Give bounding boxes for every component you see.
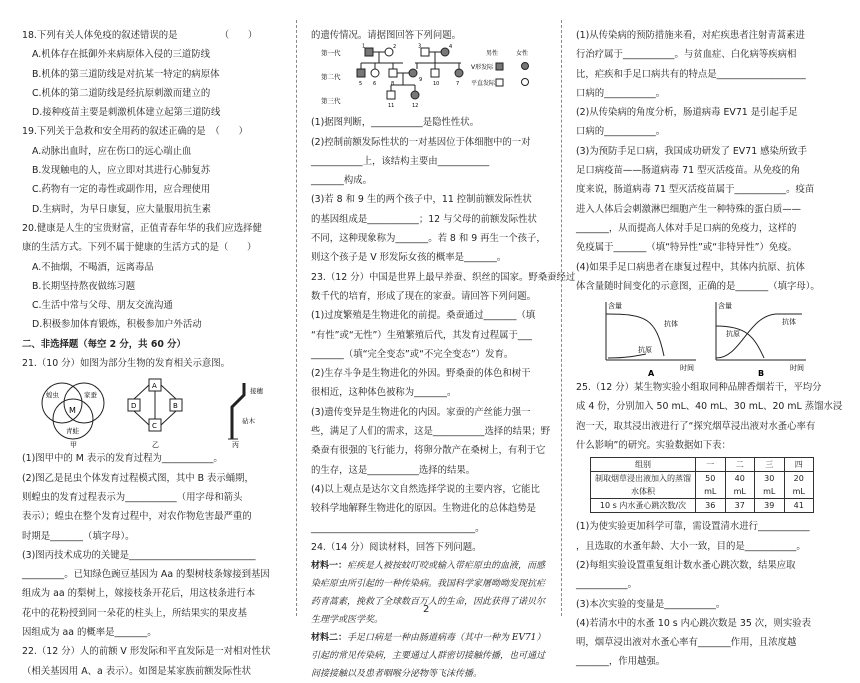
text-line: 比，疟疾和手足口病共有的特点是___________________ [576,68,806,80]
legend-male: 男性 [486,50,499,58]
table-cell: 40 mL [725,472,755,499]
text-line: D.积极参加体育锻炼，积极参加户外活动 [32,319,202,331]
pedigree-num: 1 [362,43,366,50]
text-line: (1)为使实验更加科学可靠，需设置清水进行___________ [576,521,810,533]
text-line: 数千代的培育，形成了现在的家蚕。请回答下列问题。 [311,290,537,302]
node-d: D [131,402,137,411]
graph-a-label: A [648,369,655,379]
column-divider [561,20,562,616]
text-line: 些，满足了人们的需求，这是___________选择的结果；野 [311,426,551,438]
text-line: “有性”或“无性”）生殖繁殖后代，其发育过程属于___ [311,329,532,341]
table-cell: 一 [696,458,726,472]
text-line: 则蝗虫的发育过程表示为___________（用字母和箭头 [22,491,243,503]
material-one-text: 疟疾是人被按蚊叮咬或输入带疟原虫的血液，而感染疟原虫所引起的一种传染病。我国科学家屠呦呦发现抗疟药青蒿素，挽救了全球数百万人的生命，因此获得了诺贝尔生理学或医学奖。 [311,561,546,626]
text-line: 足口病疫苗——肠道病毒 71 型灭活疫苗。从免疫的角 [576,165,801,177]
text-line: 口病的___________。 [576,126,666,138]
text-line: 度来说，肠道病毒 71 型灭活疫苗属于___________。疫苗 [576,184,815,196]
text-line: (2)图乙是昆虫个体发育过程模式图，其中 B 表示蛹期， [22,472,254,484]
legend-straight: 平直发际 [471,80,496,88]
text-line: 19.下列关于急救和安全用药的叙述正确的是 （ ） [22,126,248,138]
table-cell: 30 mL [755,472,785,499]
experiment-table-wrap [576,457,814,513]
text-line: (2)生存斗争是生物进化的外因。野桑蚕的体色和树干 [311,368,531,380]
table-row [591,458,814,472]
node-b: B [173,402,178,411]
text-line: (2)从传染病的角度分析，肠道病毒 EV71 是引起手足 [576,107,798,119]
text-line: (1)图甲中的 M 表示的发育过程为___________。 [22,453,223,465]
text-line: (2)控制前额发际性状的一对基因位于体细胞中的一对 [311,136,531,148]
column-right [576,26,843,672]
text-line: 明，烟草浸出液对水蚤心率有_______作用，且浓度越 [576,637,797,649]
generation-2: 第二代 [321,73,341,82]
text-line: 二、非选择题（每空 2 分，共 60 分） [22,338,186,350]
text-line: 行治疗属于___________。与贫血症、白化病等疾病相 [576,49,797,61]
text-line: 体含量随时间变化的示意图，正确的是_______（填字母）。 [576,280,820,292]
graph-b [716,301,806,378]
table-cell: 37 [725,499,755,513]
material-two-label: 材料二： [311,633,348,644]
text-line: A.机体存在抵御外来病原体入侵的三道防线 [32,49,210,61]
text-line: _________。已知绿色豌豆基因为 Aa 的梨树枝条嫁接到基因 [22,569,270,581]
table-cell: 39 [755,499,785,513]
text-line: 进入人体后会刺激淋巴细胞产生一种特殊的蛋白质—— [576,203,802,215]
text-line: _______，作用越强。 [576,656,666,668]
generation-1: 第一代 [321,49,341,58]
graph-b-label: B [758,369,765,379]
text-line: C.药物有一定的毒性或副作用，应合理使用 [32,184,211,196]
table-cell: 50 mL [696,472,726,499]
text-line: (1)过度繁殖是生物进化的前提。桑蚕通过_______（填 [311,310,536,322]
text-line: C.生活中常与父母、朋友交流沟通 [32,300,173,312]
pedigree-num: 11 [388,103,395,110]
text-line: (3)若 8 和 9 生的两个孩子中，11 控制前额发际性状 [311,194,532,206]
column-middle [311,26,576,683]
text-line: 因组成为 aa 的概率是_______。 [22,627,157,639]
table-row [591,499,814,513]
text-line: (4)以上观点是达尔文自然选择学说的主要内容，它能比 [311,483,540,495]
text-line: 什么影响”的研究。实验数据如下表： [576,440,731,452]
legend-v-shape: V形发际 [471,64,494,72]
label-rootstock: 砧木 [242,417,255,426]
text-line: 时期是_______（填字母）。 [22,530,135,542]
text-line: _______构成。 [311,175,372,187]
text-line: 不同，这种现象称为_______。若 8 和 9 再生一个孩子， [311,233,546,245]
legend-female: 女性 [516,50,529,58]
text-line: 桑蚕有很强的飞行能力，将卵分散产在桑树上，有利于它 [311,445,546,457]
label-scion: 接穗 [250,387,263,396]
text-line: ___________上，该结构主要由___________ [311,155,490,167]
generation-3: 第三代 [321,97,341,106]
table-cell: 制取烟草浸出液加入的蒸馏水体积 [591,472,696,499]
graph-b-xlabel: 时间 [790,364,804,373]
node-c: C [152,422,157,431]
table-cell: 20 mL [784,472,814,499]
text-line: 组成为 aa 的梨树上，嫁接枝条开花后，用这枝条进行本 [22,588,256,600]
antigen-antibody-figure [576,296,814,378]
text-line: (3)遗传变异是生物进化的内因。家蚕的产丝能力强一 [311,406,531,418]
text-line: 的生存，这是___________选择的结果。 [311,464,476,476]
text-line: _______，从而提高人体对手足口病的免疫力，这样的 [576,222,797,234]
material-two [311,629,549,683]
text-line: A.动脉出血时，应在伤口的远心端止血 [32,145,192,157]
graph-a-antibody: 抗体 [664,320,678,329]
table-row [591,472,814,499]
table-cell: 组别 [591,458,696,472]
table-cell: 四 [784,458,814,472]
pedigree-num: 8 [391,81,395,88]
text-line: (4)若清水中的水蚤 10 s 内心跳次数是 35 次，则实验表 [576,617,812,629]
text-line: D.接种疫苗主要是刺激机体建立起第三道防线 [32,107,221,119]
caption-bing: 丙 [232,441,239,450]
graph-a [606,301,696,378]
grafting-diagram [228,383,264,449]
text-line: D.生病时，为早日康复，应大量服用抗生素 [32,203,211,215]
text-line: 免疫属于_______（填“特异性”或“非特异性”）免疫。 [576,242,797,254]
pedigree-num: 5 [359,81,363,88]
text-line: (1)从传染病的预防措施来看，对疟疾患者注射青蒿素进 [576,30,805,41]
node-a: A [152,382,157,391]
text-line: ___________。 [576,579,637,591]
column-divider [296,20,297,616]
table-cell: 36 [696,499,726,513]
venn-label-locust: 蝗虫 [46,391,59,400]
development-figure [22,373,284,449]
material-two-text: 手足口病是一种由肠道病毒（其中一种为 EV71）引起的常见传染病，主要通过人群密切接触传播，也可通过间接接触以及患者咽喉分泌物等飞沫传播。 [311,633,546,680]
text-line: 很相近，这种体色被称为_______。 [311,387,457,399]
text-line: ，且选取的水蚤年龄、大小一致，目的是___________。 [576,540,806,552]
text-line: 22.（12 分）人的前额 V 形发际和平直发际是一对相对性状 [22,646,271,658]
text-line: 的遗传情况。请据图回答下列问题。 [311,30,462,41]
text-line: 泡一天，取其浸出液进行了“探究烟草浸出液对水蚤心率有 [576,420,816,432]
text-line: 则这个孩子是 V 形发际女孩的概率是_______。 [311,252,507,264]
text-line: 24.（14 分）阅读材料，回答下列问题。 [311,541,482,553]
graph-a-ylabel: 含量 [608,302,622,311]
venn-diagram [42,383,104,449]
pedigree-num: 6 [373,81,377,88]
text-line: (3)图丙技术成功的关键是___________________________ [22,549,256,561]
text-line: 较科学地解释生物进化的原因。生物进化的总体趋势是 [311,503,537,515]
venn-label-frog: 青蛙 [66,427,79,436]
text-line: 23.（12 分）中国是世界上最早养蚕、织丝的国家。野桑蚕经过 [311,271,576,283]
pedigree-num: 7 [456,81,460,88]
text-line: 成 4 份，分别加入 50 mL、40 mL、30 mL、20 mL 蒸馏水浸 [576,401,843,413]
text-line: 口病的___________。 [576,87,666,99]
experiment-table [590,457,814,513]
pedigree-num: 4 [449,44,453,51]
text-line: (4)如果手足口病患者在康复过程中，其体内抗原、抗体 [576,261,805,273]
text-line: (1)据图判断，___________是隐性性状。 [311,117,479,129]
graph-b-antigen: 抗原 [726,330,740,339]
graph-a-antigen: 抗原 [638,346,652,355]
text-line: 18.下列有关人体免疫的叙述错误的是 （ ） [22,30,258,41]
text-line: 的基因组成是___________；12 与父母的前额发际性状 [311,213,537,225]
venn-label-m: M [69,406,76,416]
text-line: (3)本次实验的变量是___________。 [576,598,726,610]
caption-jia: 甲 [70,441,77,450]
pedigree-figure [311,45,549,113]
text-line: 20.健康是人生的宝贵财富，正值青春年华的我们应选择健 [22,222,262,234]
page-number: 2 [423,604,430,615]
table-cell: 10 s 内水蚤心跳次数/次 [591,499,696,513]
table-cell: 三 [755,458,785,472]
text-line: 25.（12 分）某生物实验小组取同种品牌香烟若干，平均分 [576,382,822,394]
text-line: ___________________________________。 [311,522,485,534]
material-one [311,557,549,629]
pedigree-num: 12 [412,103,419,110]
venn-label-silkworm: 家蚕 [84,391,97,400]
text-line: 21.（10 分）如图为部分生物的发育相关示意图。 [22,358,230,370]
caption-yi: 乙 [152,441,159,450]
text-line: B.机体的第三道防线是对抗某一特定的病原体 [32,68,220,80]
pedigree-num: 10 [433,81,440,88]
column-left [22,26,284,681]
text-line: 花中的花粉授到同一朵花的柱头上，所结果实的果皮基 [22,607,248,619]
table-cell: 二 [725,458,755,472]
pedigree-num: 3 [418,43,422,50]
insect-cycle-diagram [128,379,182,449]
pedigree-num: 2 [393,44,397,51]
graph-b-antibody: 抗体 [782,318,796,327]
graph-b-ylabel: 含量 [718,302,732,311]
graph-a-xlabel: 时间 [680,364,694,373]
material-one-label: 材料一： [311,561,348,572]
text-line: 表示）；蝗虫在整个发育过程中，对农作物危害最严重的 [22,511,252,523]
text-line: (2)每组实验设置重复组计数水蚤心跳次数，结果应取 [576,559,796,571]
text-line: _______（填“完全变态”或“不完全变态”）发育。 [311,348,514,360]
text-line: (3)为预防手足口病，我国成功研发了 EV71 感染所致手 [576,145,808,157]
text-line: C.机体的第二道防线是经抗原刺激而建立的 [32,87,211,99]
pedigree-num: 9 [419,77,423,84]
text-line: B.长期坚持熬夜做练习题 [32,280,136,292]
text-line: （相关基因用 A、a 表示）。如图是某家族前额发际性状 [22,665,252,677]
text-line: A.不抽烟，不喝酒，远离毒品 [32,261,154,273]
text-line: 康的生活方式。下列不属于健康的生活方式的是（ ） [22,242,257,254]
table-cell: 41 [784,499,814,513]
text-line: B.发现触电的人，应立即对其进行心肺复苏 [32,165,211,177]
